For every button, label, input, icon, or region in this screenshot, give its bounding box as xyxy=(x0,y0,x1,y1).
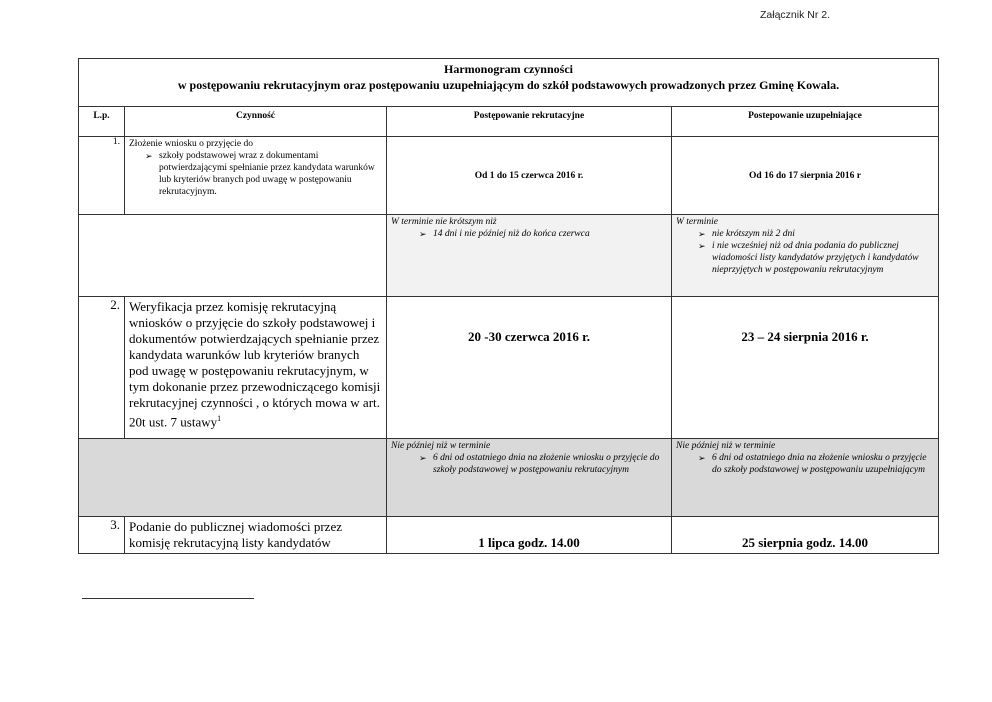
table-row xyxy=(79,137,939,215)
attachment-label: Załącznik Nr 2. xyxy=(760,9,831,21)
arrow-bullet-icon: ➢ xyxy=(698,241,706,251)
table-title xyxy=(79,59,939,107)
arrow-bullet-icon: ➢ xyxy=(698,453,706,463)
note-bullet xyxy=(676,240,934,276)
note-bullet xyxy=(391,228,667,240)
note-lead: Nie później niż w terminie xyxy=(676,441,776,451)
row-activity: Podanie do publicznej wiadomości przez komisję rekrutacyjną listy kandydatów xyxy=(125,517,387,554)
note-bullet-text: i nie wcześniej niż od dnia podania do publicznej wiadomości listy kandydatów przyjętych i kandydatów nieprzyjętych w postępowaniu rekrutacyjnym xyxy=(712,241,919,275)
note-bullet-text: 14 dni i nie później niż do końca czerwca xyxy=(433,229,590,239)
rekrut-date: 20 -30 czerwca 2016 r. xyxy=(387,297,672,439)
activity-lead: Złożenie wniosku o przyjęcie do xyxy=(129,139,253,149)
empty-cell xyxy=(79,215,387,297)
rekrut-date: 1 lipca godz. 14.00 xyxy=(387,517,672,554)
table-row-note xyxy=(79,439,939,517)
arrow-bullet-icon: ➢ xyxy=(419,229,427,239)
note-lead: Nie później niż w terminie xyxy=(391,441,491,451)
rekrut-note xyxy=(387,215,672,297)
rekrut-date: Od 1 do 15 czerwca 2016 r. xyxy=(387,137,672,215)
uzup-note xyxy=(672,439,939,517)
table-row xyxy=(79,297,939,439)
col-header-activity: Czynność xyxy=(125,107,387,137)
note-bullet xyxy=(391,452,667,476)
activity-bullet xyxy=(129,150,382,198)
note-lead: W terminie xyxy=(676,217,718,227)
uzup-date: 25 sierpnia godz. 14.00 xyxy=(672,517,939,554)
uzup-date: Od 16 do 17 sierpnia 2016 r xyxy=(672,137,939,215)
note-lead: W terminie nie krótszym niż xyxy=(391,217,497,227)
empty-cell xyxy=(79,439,387,517)
note-bullet-text: nie krótszym niż 2 dni xyxy=(712,229,795,239)
footnote-mark: 1 xyxy=(217,414,222,423)
row-activity xyxy=(125,297,387,439)
uzup-date: 23 – 24 sierpnia 2016 r. xyxy=(672,297,939,439)
title-line-1: Harmonogram czynności xyxy=(444,62,573,76)
row-number: 3. xyxy=(79,517,125,554)
rekrut-note xyxy=(387,439,672,517)
arrow-bullet-icon: ➢ xyxy=(419,453,427,463)
note-bullet-text: 6 dni od ostatniego dnia na złożenie wniosku o przyjęcie do szkoły podstawowej w postępowaniu uzupełniającym xyxy=(712,453,927,475)
table-row xyxy=(79,517,939,554)
arrow-bullet-icon: ➢ xyxy=(698,229,706,239)
title-line-2: w postępowaniu rekrutacyjnym oraz postępowaniu uzupełniającym do szkół podstawowych prowadzonych przez Gminę Kowala. xyxy=(177,78,840,92)
col-header-uzup: Postepowanie uzupełniające xyxy=(672,107,939,137)
note-bullet xyxy=(676,228,934,240)
col-header-rekrut: Postępowanie rekrutacyjne xyxy=(387,107,672,137)
col-header-lp: L.p. xyxy=(79,107,125,137)
footnote-separator xyxy=(82,598,254,599)
schedule-table xyxy=(78,58,939,554)
table-row-note xyxy=(79,215,939,297)
note-bullet xyxy=(676,452,934,476)
activity-bullet-text: szkoły podstawowej wraz z dokumentami potwierdzającymi spełnianie przez kandydata warunków lub kryteriów branych pod uwagę w postępowaniu rekrutacyjnym. xyxy=(159,151,375,197)
row-number: 1. xyxy=(79,137,125,215)
row-number: 2. xyxy=(79,297,125,439)
note-bullet-text: 6 dni od ostatniego dnia na złożenie wniosku o przyjęcie do szkoły podstawowej w postępowaniu rekrutacyjnym xyxy=(433,453,660,475)
activity-text: Weryfikacja przez komisję rekrutacyjną wniosków o przyjęcie do szkoły podstawowej i dokumentów potwierdzających spełnianie przez kandydata warunków lub kryteriów branych pod uwagę w postępowaniu rekrutacyjnym, w tym dokonanie przez przewodniczącego komisji rekrutacyjnej czynności , o których mowa w art. 20t ust. 7 ustawy xyxy=(129,299,381,430)
uzup-note xyxy=(672,215,939,297)
row-activity xyxy=(125,137,387,215)
arrow-bullet-icon: ➢ xyxy=(145,151,153,161)
header-row xyxy=(79,107,939,137)
